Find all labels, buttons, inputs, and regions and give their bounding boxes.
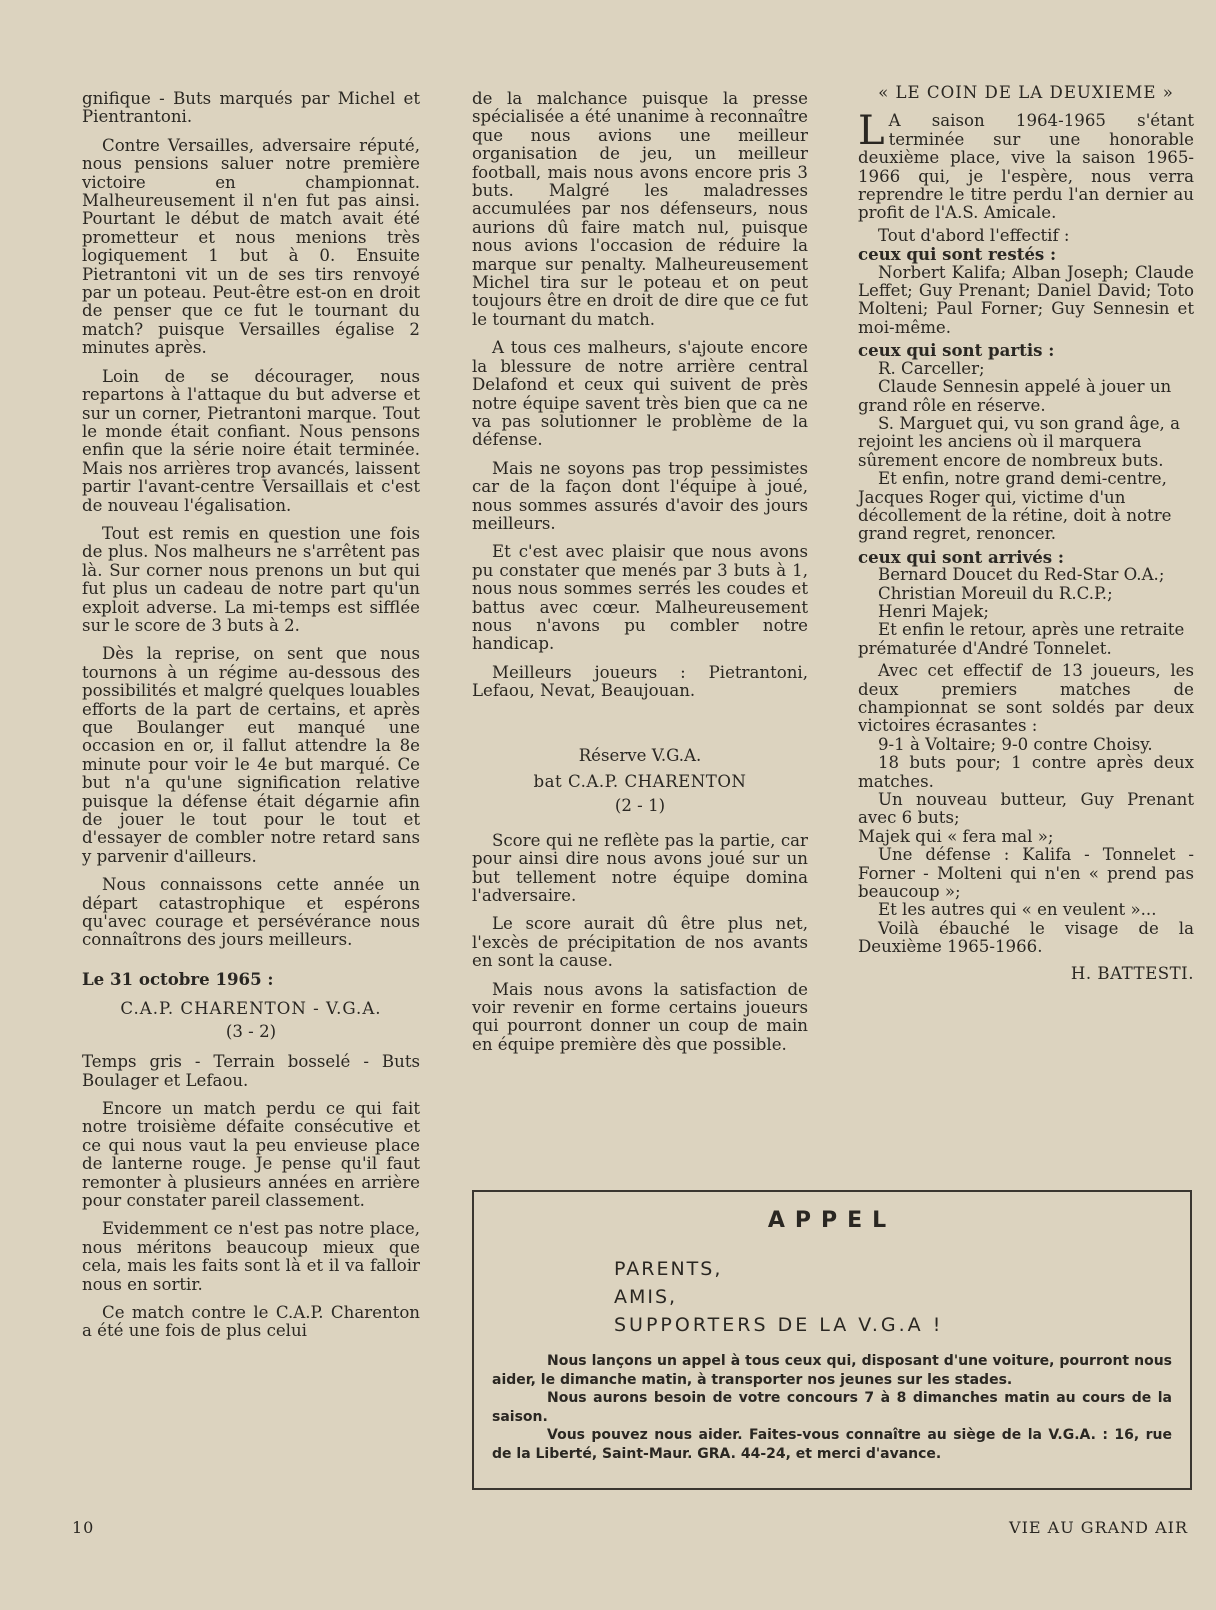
article-paragraph: Ce match contre le C.A.P. Charenton a été une fois de plus celui xyxy=(82,1302,420,1341)
appeal-title: APPEL xyxy=(767,1208,897,1233)
article-paragraph: Meilleurs joueurs : Pietrantoni, Lefaou, Nevat, Beaujouan. xyxy=(472,662,808,701)
article-paragraph: Un nouveau butteur, Guy Prenant avec 6 buts; xyxy=(858,790,1194,828)
restes-text: Norbert Kalifa; Alban Joseph; Claude Leffet; Guy Prenant; Daniel David; Toto Molteni; Paul Forner; Guy Sennesin et moi-même. xyxy=(858,262,1194,337)
article-paragraph: Contre Versailles, adversaire réputé, nous pensions saluer notre première victoire en championnat. Malheureusement il n'en fut pas ainsi. Pourtant le début de match avait été prometteur et nous menions très logiquement 1 but à 0. Ensuite Pietrantoni vit un de ses tirs renvoyé par un poteau. Peut-être est-on en droit de penser que ce fut le tournant du match? puisque Versailles égalise 2 minutes après. xyxy=(82,135,420,358)
article-paragraph: 18 buts pour; 1 contre après deux matches. xyxy=(858,753,1194,791)
list-item: Henri Majek; xyxy=(878,601,989,621)
article-paragraph: Loin de se décourager, nous repartons à l'attaque du but adverse et sur un corner, Pietrantoni marque. Tout le monde était confiant. Nous pensons enfin que la série noire était terminée. Mais nos arrières trop avancés, laissent partir l'avant-centre Versaillais et c'est de nouveau l'égalisation. xyxy=(82,366,420,515)
author-signature: H. BATTESTI. xyxy=(1070,963,1194,983)
list-item: R. Carceller; xyxy=(878,358,985,378)
article-paragraph: Le score aurait dû être plus net, l'excès de précipitation de nos avants en sont la cause. xyxy=(472,914,808,971)
appeal-line: PARENTS, xyxy=(614,1258,723,1280)
appeal-line: AMIS, xyxy=(614,1286,678,1308)
effectif-line: Tout d'abord l'effectif : xyxy=(878,225,1070,245)
match-date: Le 31 octobre 1965 : xyxy=(82,968,274,989)
article-paragraph: A tous ces malheurs, s'ajoute encore la blessure de notre arrière central Delafond et ceux qui suivent de près notre équipe savent très bien que ca ne va pas solutionner le problème de la défense. xyxy=(472,338,808,450)
reserve-title: Réserve V.G.A. xyxy=(578,745,702,765)
article-paragraph: de la malchance puisque la presse spécialisée a été unanime à reconnaître que nous avions une meilleur organisation de jeu, un meilleur football, mais nous avons encore pris 3 buts. Malgré les maladresses accumulées par nos défenseurs, nous aurions dû faire match nul, puisque nous avions l'occasion de réduire la marque sur penalty. Malheureusement Michel tira sur le poteau et on peut toujours être en droit de dire que ce fut le tournant du match. xyxy=(472,89,808,329)
arrives-label: ceux qui sont arrivés : xyxy=(858,546,1065,567)
partis-label: ceux qui sont partis : xyxy=(858,340,1055,361)
article-paragraph: Voilà ébauché le visage de la Deuxième 1965-1966. xyxy=(858,918,1194,957)
list-item: Claude Sennesin appelé à jouer un grand rôle en réserve. xyxy=(858,377,1172,415)
drop-cap: L xyxy=(858,108,885,155)
article-paragraph: Et c'est avec plaisir que nous avons pu constater que menés par 3 buts à 1, nous nous sommes serrés les coudes et battus avec cœur. Malheureusement nous n'avons pu combler notre handicap. xyxy=(472,542,808,654)
column-3 xyxy=(858,84,1194,983)
article-paragraph: Avec cet effectif de 13 joueurs, les deux premiers matches de championnat se sont soldés par deux victoires écrasantes : xyxy=(858,661,1194,736)
article-paragraph: Une défense : Kalifa - Tonnelet - Forner - Molteni qui n'en « prend pas beaucoup »; xyxy=(858,845,1194,902)
match-title: C.A.P. CHARENTON - V.G.A. xyxy=(120,999,382,1019)
publication-name: VIE AU GRAND AIR xyxy=(1009,1518,1188,1537)
arrives-list xyxy=(858,566,1194,658)
appeal-paragraph: Nous aurons besoin de votre concours 7 à 8 dimanches matin au cours de la saison. xyxy=(492,1390,1172,1425)
list-item: Christian Moreuil du R.C.P.; xyxy=(878,583,1113,603)
partis-list xyxy=(858,360,1194,544)
article-paragraph: Nous connaissons cette année un départ catastrophique et espérons qu'avec courage et persévérance nous connaîtrons des jours meilleurs. xyxy=(82,875,420,950)
column-2 xyxy=(472,90,808,1064)
article-paragraph: Mais nous avons la satisfaction de voir revenir en forme certains joueurs qui pourront donner un coup de main en équipe première dès que possible. xyxy=(472,979,808,1054)
article-paragraph: 9-1 à Voltaire; 9-0 contre Choisy. xyxy=(878,734,1153,754)
list-item: Et enfin, notre grand demi-centre, Jacques Roger qui, victime d'un décollement de la rétine, doit à notre grand regret, renoncer. xyxy=(858,469,1172,544)
list-item: Et enfin le retour, après une retraite prématurée d'André Tonnelet. xyxy=(858,620,1185,658)
article-paragraph: Tout est remis en question une fois de plus. Nos malheurs ne s'arrêtent pas là. Sur corner nous prenons un but qui fut plus un cadeau de notre part qu'un exploit adverse. La mi-temps est sifflée sur le score de 3 buts à 2. xyxy=(82,523,420,635)
article-paragraph: gnifique - Buts marqués par Michel et Pientrantoni. xyxy=(82,89,420,127)
appeal-line: SUPPORTERS DE LA V.G.A ! xyxy=(614,1314,944,1336)
reserve-score: (2 - 1) xyxy=(614,796,666,816)
article-paragraph: Dès la reprise, on sent que nous tournons à un régime au-dessous des possibilités et malgré quelques louables efforts de la part de certains, et après que Boulanger eut manqué une occasion en or, il fallut attendre la 8e minute pour voir le 4e but marqué. Ce but n'a qu'une signification relative puisque la défense était dégarnie afin de jouer le tout pour le tout et d'essayer de combler notre retard sans y parvenir d'ailleurs. xyxy=(82,644,420,866)
article-paragraph: Mais ne soyons pas trop pessimistes car de la façon dont l'équipe à joué, nous sommes assurés d'avoir des jours meilleurs. xyxy=(472,458,808,533)
article-paragraph: Et les autres qui « en veulent »... xyxy=(878,900,1157,920)
column-1 xyxy=(82,90,420,1351)
article-paragraph: Temps gris - Terrain bosselé - Buts Boulager et Lefaou. xyxy=(82,1052,420,1090)
appeal-box xyxy=(472,1190,1192,1490)
article-paragraph: Score qui ne reflète pas la partie, car pour ainsi dire nous avons joué sur un but tellement notre équipe domina l'adversaire. xyxy=(472,830,808,906)
list-item: Bernard Doucet du Red-Star O.A.; xyxy=(878,565,1165,585)
appeal-text xyxy=(492,1352,1172,1463)
section-heading: « LE COIN DE LA DEUXIEME » xyxy=(878,83,1174,102)
appeal-paragraph: Nous lançons un appel à tous ceux qui, disposant d'une voiture, pourront nous aider, le dimanche matin, à transporter nos jeunes sur les stades. xyxy=(492,1353,1172,1388)
article-paragraph: Evidemment ce n'est pas notre place, nous méritons beaucoup mieux que cela, mais les faits sont là et il va falloir nous en sortir. xyxy=(82,1219,420,1294)
match-score: (3 - 2) xyxy=(225,1021,277,1041)
article-paragraph: Majek qui « fera mal »; xyxy=(858,826,1054,846)
appeal-paragraph: Vous pouvez nous aider. Faites-vous connaître au siège de la V.G.A. : 16, rue de la Liberté, Saint-Maur. GRA. 44-24, et merci d'avance. xyxy=(492,1427,1172,1462)
reserve-subtitle: bat C.A.P. CHARENTON xyxy=(533,772,747,791)
restes-label: ceux qui sont restés : xyxy=(858,244,1057,265)
intro-text: A saison 1964-1965 s'étant terminée sur une honorable deuxième place, vive la saison 1965-1966 qui, je l'espère, nous verra reprendre le titre perdu l'an dernier au profit de l'A.S. Amicale. xyxy=(858,111,1194,223)
article-paragraph: Encore un match perdu ce qui fait notre troisième défaite consécutive et ce qui nous vaut la peu envieuse place de lanterne rouge. Je pense qu'il faut remonter à plusieurs années en arrière pour constater pareil classement. xyxy=(82,1098,420,1210)
page-number: 10 xyxy=(72,1518,95,1537)
list-item: S. Marguet qui, vu son grand âge, a rejoint les anciens où il marquera sûrement encore de nombreux buts. xyxy=(858,413,1180,470)
